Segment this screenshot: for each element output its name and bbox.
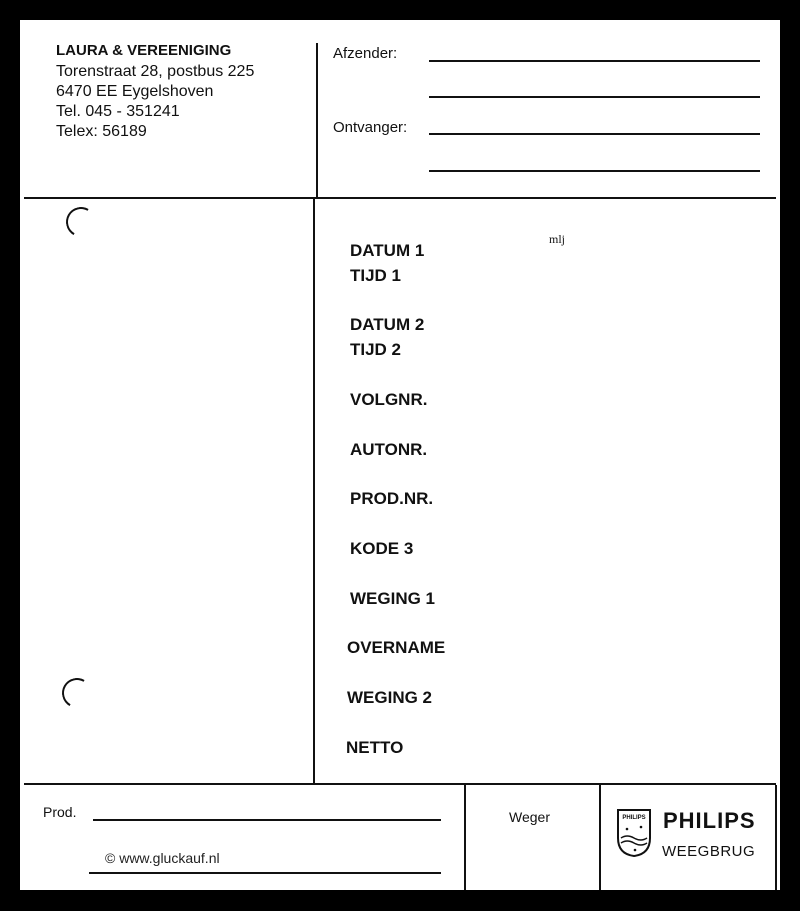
field-kode-3: KODE 3	[350, 539, 414, 558]
field-datum-2: DATUM 2	[350, 315, 425, 334]
company-address-line1: Torenstraat 28, postbus 225	[56, 63, 255, 80]
field-tijd-1: TIJD 1	[350, 266, 402, 285]
footer-top-rule	[24, 783, 776, 785]
prod-label: Prod.	[43, 804, 77, 820]
weger-label: Weger	[509, 809, 550, 825]
philips-brand: PHILIPS	[663, 808, 756, 833]
punch-hole-bottom	[59, 675, 96, 712]
punch-hole-top	[63, 204, 100, 241]
field-datum-1: DATUM 1	[350, 241, 425, 260]
header-bottom-rule	[24, 197, 776, 199]
receiver-line-2[interactable]	[429, 170, 760, 172]
receiver-label: Ontvanger:	[333, 119, 408, 136]
signature-line[interactable]	[89, 872, 441, 874]
field-tijd-2: TIJD 2	[350, 340, 402, 359]
company-name: LAURA & VEREENIGING	[56, 42, 232, 59]
right-edge-rule	[775, 785, 777, 890]
field-weging-1: WEGING 1	[350, 589, 436, 608]
field-autonr: AUTONR.	[350, 440, 428, 459]
company-address-line2: 6470 EE Eygelshoven	[56, 83, 214, 100]
company-phone: Tel. 045 - 351241	[56, 103, 180, 120]
footer-divider-1	[464, 785, 466, 890]
body-vertical-divider	[313, 199, 315, 783]
prod-line[interactable]	[93, 819, 441, 821]
sender-label: Afzender:	[333, 45, 398, 62]
field-prodnr: PROD.NR.	[350, 489, 434, 508]
weigh-ticket-form	[20, 20, 780, 890]
footer-divider-2	[599, 785, 601, 890]
emblem-text: PHILIPS	[622, 815, 646, 821]
header-vertical-divider	[316, 43, 318, 199]
field-volgnr: VOLGNR.	[350, 390, 428, 409]
weegbrug-subtitle: WEEGBRUG	[662, 843, 756, 860]
field-weging-2: WEGING 2	[347, 688, 433, 707]
sender-line-2[interactable]	[429, 96, 760, 98]
stamp-mark: mlj	[549, 232, 566, 246]
company-telex: Telex: 56189	[56, 123, 147, 140]
field-overname: OVERNAME	[347, 638, 446, 657]
field-netto: NETTO	[346, 738, 404, 757]
watermark-text: © www.gluckauf.nl	[105, 850, 220, 866]
sender-line-1[interactable]	[429, 60, 760, 62]
receiver-line-1[interactable]	[429, 133, 760, 135]
philips-emblem-icon	[616, 808, 652, 858]
